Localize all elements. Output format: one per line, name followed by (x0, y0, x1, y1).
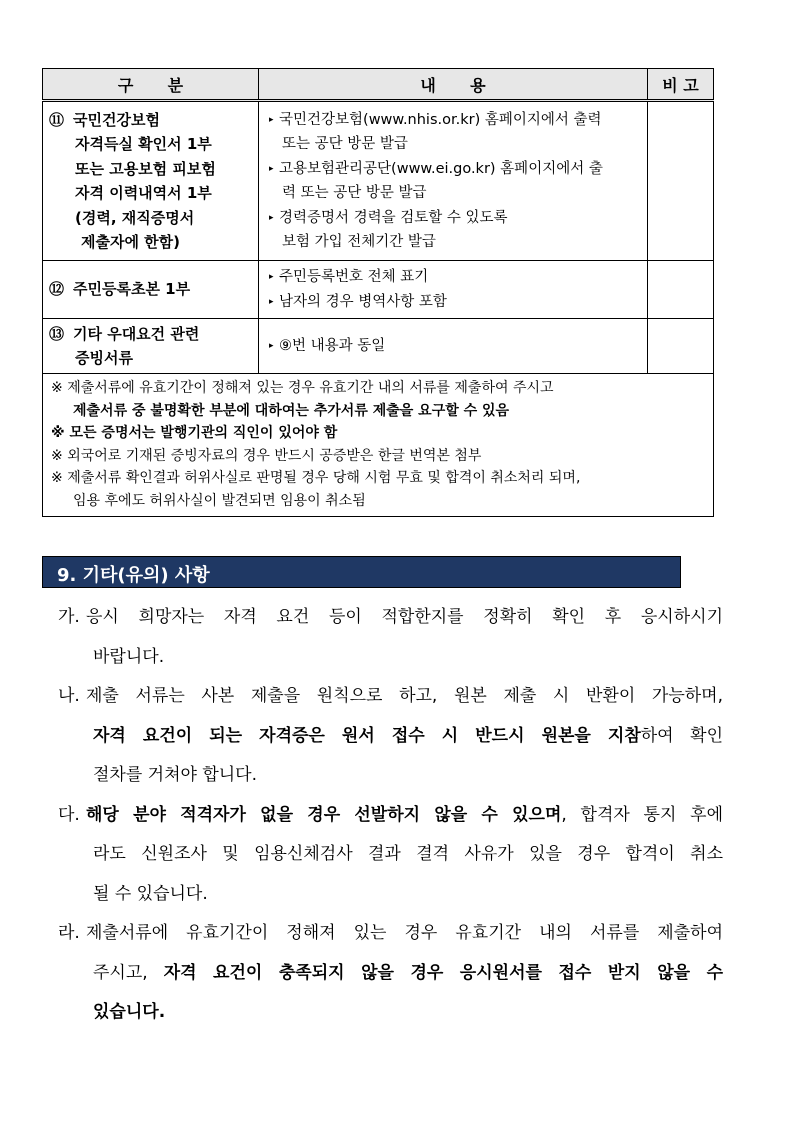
bullet-triangle-icon: ▸ (269, 114, 274, 125)
bullet-triangle-icon: ▸ (269, 272, 274, 282)
bullet-triangle-icon: ▸ (269, 163, 274, 174)
notes-row (43, 374, 714, 517)
row-number: ⑪ (49, 110, 65, 129)
row-remarks (648, 319, 714, 374)
row-content: ▸ ⑨번 내용과 동일 (259, 319, 648, 374)
bullet-triangle-icon: ▸ (269, 296, 274, 307)
item-mark: 라. (58, 923, 80, 943)
section-heading-bar (42, 556, 681, 588)
row-remarks (648, 261, 714, 319)
note-mark: ※ (51, 425, 65, 442)
item-mark: 가. (58, 607, 80, 627)
item-mark: 다. (58, 804, 80, 825)
notes-cell: ※ 제출서류에 유효기간이 정해져 있는 경우 유효기간 내의 서류를 제출하여 주시고 제출서류 중 불명확한 부분에 대하여는 추가서류 제출을 요구할 수 있음 ※ 모든 증명서는 발행기관의 직인이 있어야 함 ※ 외국어로 기재된 증빙자료의 경우 반드시 공증받은 한글 번역본 첨부 ※ 제출서류 확인결과 허위사실로 판명될 경우 당해 시험 무효 및 합격이 취소처리 되며, 임용 후에도 허위사실이 발견되면 임용이 취소됨 (43, 374, 714, 517)
row-remarks (648, 101, 714, 261)
header-remarks: 비 고 (648, 69, 714, 101)
row-number: ⑬ (49, 324, 65, 343)
row-category: ⑫ 주민등록초본 1부 (43, 261, 259, 319)
bullet-triangle-icon: ▸ (269, 212, 274, 223)
section-title: 9. 기타(유의) 사항 (57, 565, 210, 586)
list-item: 나. 제출 서류는 사본 제출을 원칙으로 하고, 원본 제출 시 반환이 가능하며, 자격 요건이 되는 자격증은 원서 접수 시 반드시 원본을 지참하여 확인 절차를 거쳐야 합니다. (58, 677, 723, 796)
row-number: ⑫ (49, 280, 65, 299)
row-category: ⑬ 기타 우대요건 관련 증빙서류 (43, 319, 259, 374)
bullet-triangle-icon: ▸ (269, 340, 274, 351)
table-header-row (43, 69, 714, 101)
note-mark: ※ (51, 470, 63, 487)
list-item: 라. 제출서류에 유효기간이 정해져 있는 경우 유효기간 내의 서류를 제출하여 주시고, 자격 요건이 충족되지 않을 경우 응시원서를 접수 받지 않을 수 있습니다. (58, 914, 723, 1033)
note-mark: ※ (51, 380, 63, 396)
header-content: 내 용 (259, 69, 648, 101)
row-category: ⑪ 국민건강보험 자격득실 확인서 1부 또는 고용보험 피보험 자격 이력내역서 1부 (경력, 재직증명서 제출자에 한함) (43, 101, 259, 261)
row-content: ▸ 주민등록번호 전체 표기 ▸ 남자의 경우 병역사항 포함 (259, 261, 648, 319)
table-row (43, 101, 714, 261)
row-content: ▸ 국민건강보험(www.nhis.or.kr) 홈페이지에서 출력 또는 공단 방문 발급 ▸ 고용보험관리공단(www.ei.go.kr) 홈페이지에서 출 력 또는 공단 방문 발급 ▸ 경력증명서 경력을 검토할 수 있도록 보험 가입 전체기간 발급 (259, 101, 648, 261)
table-row (43, 319, 714, 374)
notice-items (58, 598, 723, 1033)
list-item: 다. 해당 분야 적격자가 없을 경우 선발하지 않을 수 있으며, 합격자 통지 후에 라도 신원조사 및 임용신체검사 결과 결격 사유가 있을 경우 합격이 취소 될 수 있습니다. (58, 796, 723, 915)
item-mark: 나. (58, 686, 80, 706)
required-documents-table (42, 68, 714, 517)
table-row (43, 261, 714, 319)
note-mark: ※ (51, 447, 63, 464)
list-item: 가. 응시 희망자는 자격 요건 등이 적합한지를 정확히 확인 후 응시하시기 바랍니다. (58, 598, 723, 677)
header-category: 구 분 (43, 69, 259, 101)
